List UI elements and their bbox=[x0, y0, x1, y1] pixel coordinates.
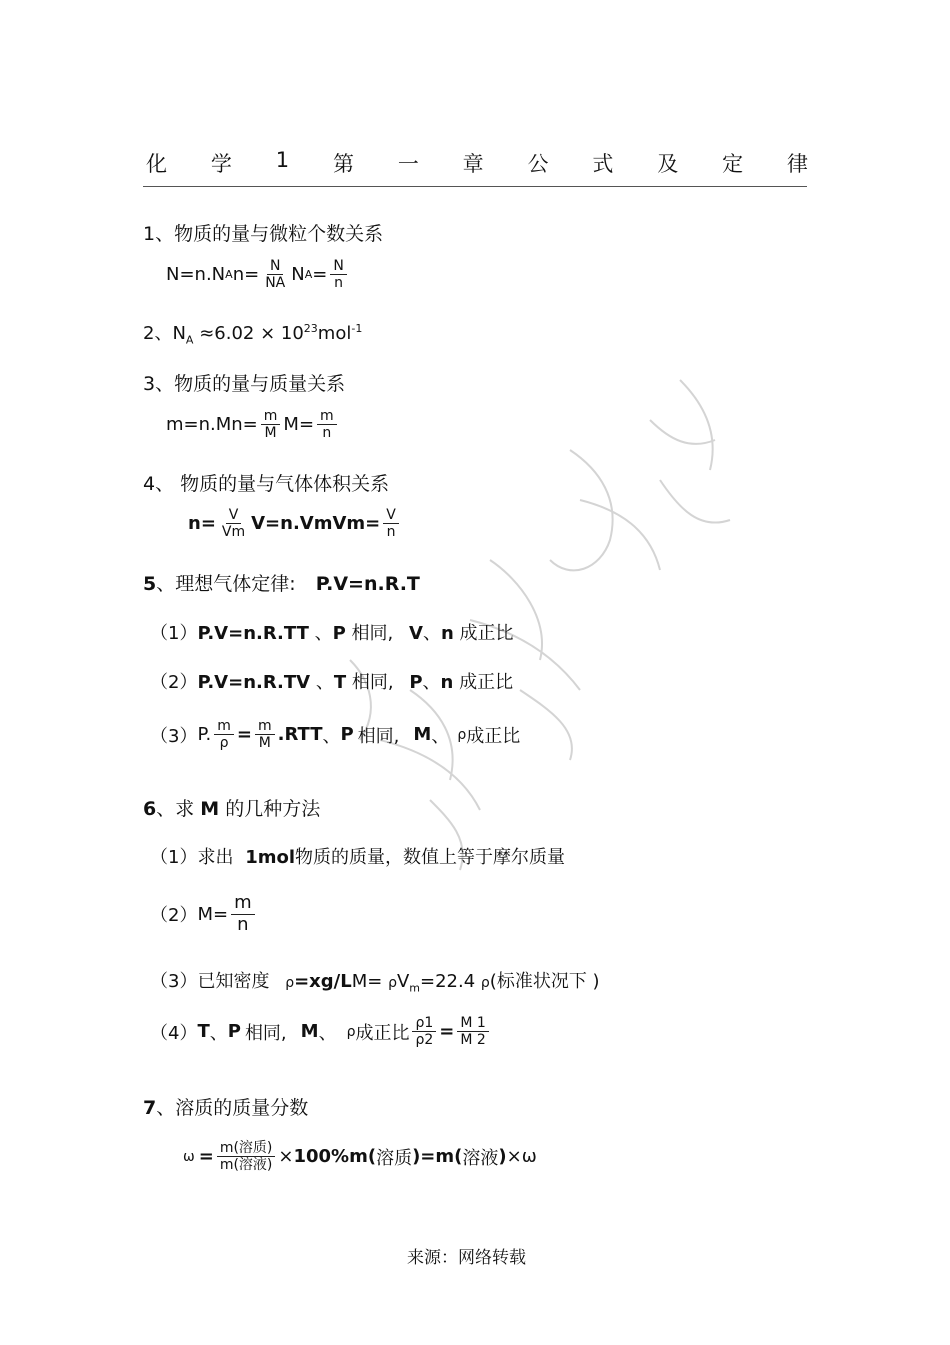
text: 成正比 bbox=[355, 1022, 410, 1044]
text: 成正比 bbox=[459, 623, 514, 644]
formula-text: 1mol bbox=[245, 847, 296, 868]
title-char: 定 bbox=[722, 152, 744, 176]
section-number: 7 bbox=[143, 1097, 157, 1119]
section-5-item-1 bbox=[150, 619, 514, 645]
variable: ρ bbox=[346, 1023, 356, 1040]
fraction-numerator: m bbox=[255, 718, 275, 735]
fraction bbox=[383, 507, 399, 540]
variable: P bbox=[409, 672, 423, 693]
formula-text: M= bbox=[197, 903, 229, 925]
formula-text: V=n.VmVm= bbox=[251, 513, 381, 535]
fraction-denominator: m(溶液) bbox=[219, 1157, 273, 1174]
title-char: 章 bbox=[462, 152, 484, 176]
item-number: （4） bbox=[150, 1022, 198, 1044]
variable: P bbox=[227, 1021, 241, 1043]
formula-text: = bbox=[198, 1146, 214, 1168]
text: 相同, bbox=[244, 1022, 287, 1044]
formula-text: n= bbox=[232, 264, 260, 286]
fraction bbox=[217, 1140, 276, 1173]
section-3-heading: 3、物质的量与质量关系 bbox=[143, 373, 346, 395]
formula-text: m=n.Mn= bbox=[166, 414, 258, 436]
text: (标准状况下 ) bbox=[489, 971, 600, 992]
variable: ρ bbox=[480, 975, 490, 991]
subscript: A bbox=[185, 333, 194, 347]
heading-text: 、理想气体定律: bbox=[156, 573, 296, 595]
fraction-denominator: M 2 bbox=[460, 1032, 486, 1049]
section-6-item-3 bbox=[150, 967, 600, 995]
item-number: （2） bbox=[150, 672, 198, 693]
section-5-heading bbox=[143, 569, 420, 596]
section-4-heading: 4、 物质的量与气体体积关系 bbox=[143, 473, 390, 495]
section-6-item-4 bbox=[150, 1015, 492, 1048]
text: 成正比 bbox=[459, 672, 514, 693]
fraction-numerator: m bbox=[261, 408, 281, 425]
fraction bbox=[214, 718, 234, 751]
formula-text: P.V=n.R.TV bbox=[197, 672, 311, 693]
title-char: 式 bbox=[592, 152, 614, 176]
fraction bbox=[255, 718, 275, 751]
subscript: m bbox=[409, 981, 420, 995]
fraction-denominator: n bbox=[386, 524, 396, 541]
fraction bbox=[261, 408, 281, 441]
title-char: 一 bbox=[397, 152, 419, 176]
section-6-heading bbox=[143, 794, 320, 821]
fraction-denominator: ρ bbox=[219, 735, 229, 752]
formula-text: M= bbox=[283, 414, 315, 436]
fraction bbox=[457, 1015, 488, 1048]
section-2-formula bbox=[143, 319, 362, 347]
fraction bbox=[412, 1015, 436, 1048]
fraction-numerator: m bbox=[317, 408, 337, 425]
formula-text: =xg/L bbox=[294, 971, 352, 992]
source-footer: 来源：网络转载 bbox=[407, 1248, 526, 1268]
separator: 、 bbox=[318, 1022, 337, 1044]
formula-text: mol bbox=[317, 323, 352, 344]
heading-text: 、溶质的质量分数 bbox=[156, 1097, 309, 1119]
text: 相同, bbox=[351, 672, 394, 693]
fraction bbox=[231, 893, 255, 935]
item-number: （2） bbox=[150, 905, 198, 927]
page-title bbox=[146, 148, 808, 178]
section-3-formula bbox=[166, 408, 340, 441]
section-5-item-2 bbox=[150, 668, 513, 694]
text: 溶液 bbox=[462, 1147, 499, 1169]
formula-text: ≈6.02 × bbox=[199, 323, 276, 344]
variable: ω bbox=[183, 1148, 195, 1165]
variable: V bbox=[396, 971, 410, 992]
item-number: （3） bbox=[150, 971, 198, 992]
superscript: -1 bbox=[351, 322, 363, 335]
formula-text: N=n.N bbox=[166, 264, 226, 286]
fraction-denominator: Vm bbox=[221, 524, 246, 541]
section-number: 6 bbox=[143, 798, 157, 820]
variable: M bbox=[300, 1021, 319, 1043]
text: 已知密度 bbox=[197, 971, 270, 992]
section-1-formula bbox=[166, 258, 350, 291]
variable: n bbox=[440, 672, 454, 693]
formula-text: 2、N bbox=[143, 323, 186, 344]
fraction-denominator: ρ2 bbox=[415, 1032, 434, 1049]
section-number: 5 bbox=[143, 573, 157, 595]
fraction bbox=[330, 258, 346, 291]
text: 成正比 bbox=[466, 725, 521, 747]
heading-text: 的几种方法 bbox=[225, 798, 321, 820]
title-char: 及 bbox=[657, 152, 679, 176]
formula-text: ) bbox=[498, 1146, 507, 1168]
fraction bbox=[219, 507, 248, 540]
text: 相同, bbox=[357, 725, 400, 747]
title-char: 学 bbox=[210, 152, 232, 176]
section-6-item-1 bbox=[150, 843, 565, 869]
formula-text: 10 bbox=[280, 323, 304, 344]
separator: 、 bbox=[315, 672, 334, 693]
formula-text: = bbox=[439, 1021, 455, 1043]
formula-text: = bbox=[312, 264, 328, 286]
section-7-formula bbox=[183, 1140, 537, 1173]
section-7-heading bbox=[143, 1093, 308, 1120]
item-number: （1） bbox=[150, 847, 198, 868]
separator: 、 bbox=[322, 725, 341, 747]
formula-text: n= bbox=[188, 513, 216, 535]
fraction-denominator: NA bbox=[265, 275, 286, 292]
text: 相同, bbox=[351, 623, 394, 644]
variable: T bbox=[197, 1021, 210, 1043]
formula-text: 100% bbox=[293, 1146, 350, 1168]
fraction-denominator: n bbox=[237, 913, 249, 935]
variable: ρ bbox=[388, 975, 397, 991]
fraction-denominator: M bbox=[264, 425, 277, 442]
formula-text: )=m( bbox=[412, 1146, 463, 1168]
formula-text: M= bbox=[351, 971, 383, 992]
formula-text: m( bbox=[349, 1146, 377, 1168]
separator: 、 bbox=[209, 1022, 228, 1044]
formula-text: = bbox=[236, 724, 252, 746]
separator: 、 bbox=[422, 672, 441, 693]
variable: n bbox=[440, 623, 454, 644]
item-number: （1） bbox=[150, 623, 198, 644]
heading-text: 、求 bbox=[156, 798, 195, 820]
title-underline bbox=[143, 186, 807, 187]
fraction-numerator: V bbox=[383, 507, 399, 524]
formula-text: × bbox=[278, 1146, 294, 1168]
formula-text: .RTT bbox=[277, 724, 323, 746]
separator: 、 bbox=[422, 623, 441, 644]
section-6-item-2 bbox=[150, 893, 258, 935]
fraction-numerator: m bbox=[214, 718, 234, 735]
fraction-numerator: m bbox=[231, 893, 255, 915]
fraction-numerator: V bbox=[226, 507, 242, 524]
subscript: A bbox=[304, 268, 313, 282]
separator: 、 bbox=[314, 623, 333, 644]
formula-text: P.V=n.R.T bbox=[315, 573, 420, 595]
formula-text: ×ω bbox=[506, 1146, 537, 1168]
fraction-numerator: N bbox=[330, 258, 346, 275]
variable: M bbox=[413, 724, 432, 746]
fraction bbox=[317, 408, 337, 441]
separator: 、 bbox=[431, 725, 450, 747]
formula-text: P. bbox=[197, 724, 212, 746]
formula-text: =22.4 bbox=[420, 971, 476, 992]
section-5-item-3 bbox=[150, 718, 520, 751]
variable: ρ bbox=[285, 975, 295, 991]
subscript: A bbox=[225, 268, 233, 282]
fraction-denominator: n bbox=[322, 425, 332, 442]
section-1-heading: 1、物质的量与微粒个数关系 bbox=[143, 223, 384, 245]
fraction-numerator: N bbox=[267, 258, 283, 275]
variable: ρ bbox=[457, 726, 467, 743]
item-number: （3） bbox=[150, 725, 198, 747]
fraction-numerator: M 1 bbox=[457, 1015, 488, 1032]
fraction-numerator: m(溶质) bbox=[217, 1140, 276, 1157]
fraction-numerator: ρ1 bbox=[412, 1015, 436, 1032]
variable: M bbox=[200, 798, 220, 820]
formula-text: P.V=n.R.TT bbox=[197, 623, 309, 644]
fraction-denominator: M bbox=[258, 735, 271, 752]
title-char: 1 bbox=[275, 148, 290, 172]
title-char: 公 bbox=[527, 152, 549, 176]
fraction bbox=[262, 258, 288, 291]
fraction-denominator: n bbox=[334, 275, 344, 292]
title-char: 化 bbox=[146, 152, 167, 176]
text: 求出 bbox=[197, 847, 234, 868]
variable: V bbox=[409, 623, 423, 644]
section-4-formula bbox=[188, 507, 402, 540]
variable: T bbox=[333, 672, 347, 693]
text: 物质的质量，数值上等于摩尔质量 bbox=[295, 847, 566, 868]
title-char: 律 bbox=[786, 152, 808, 176]
variable: P bbox=[340, 724, 354, 746]
variable: P bbox=[332, 623, 346, 644]
superscript: 23 bbox=[303, 322, 318, 335]
title-char: 第 bbox=[332, 152, 354, 176]
formula-text: N bbox=[291, 264, 305, 286]
text: 溶质 bbox=[376, 1147, 413, 1169]
